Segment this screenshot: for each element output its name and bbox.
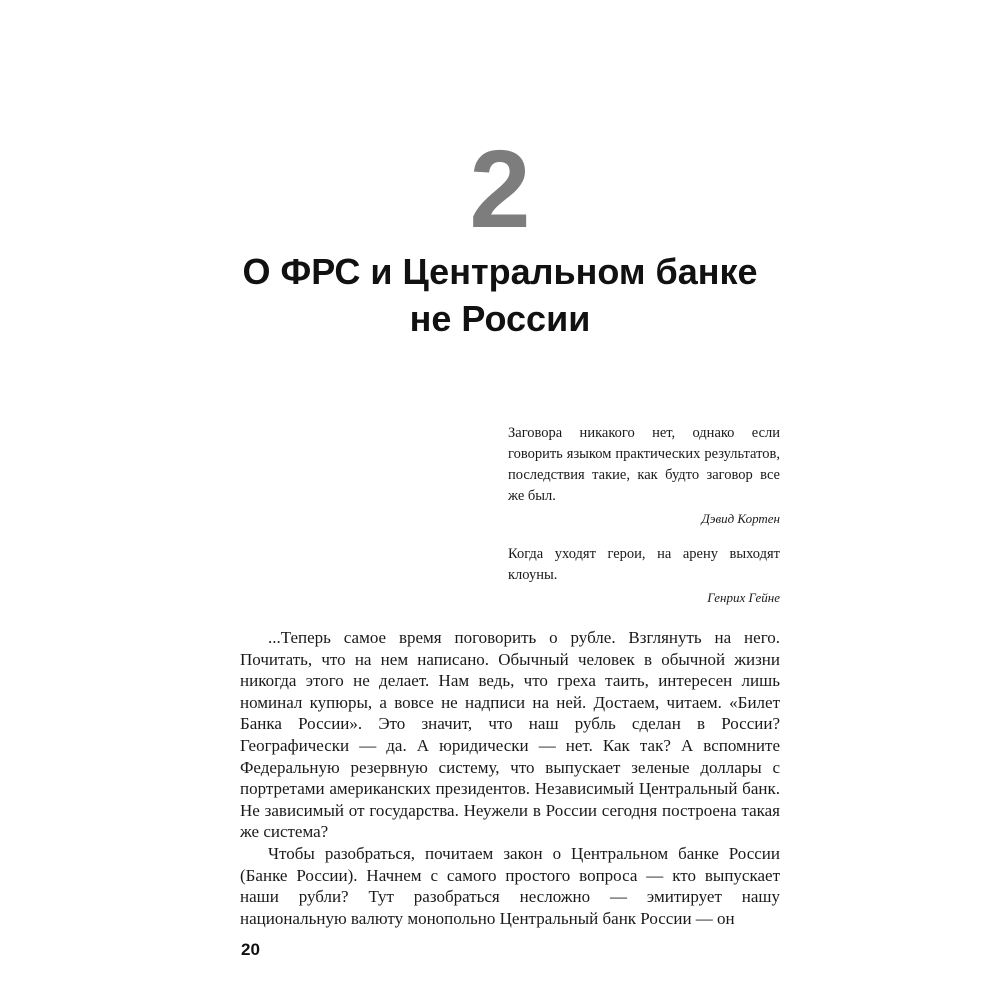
epigraph-author: Дэвид Кортен	[701, 511, 780, 526]
chapter-title	[0, 248, 1000, 342]
chapter-title-line-1: О ФРС и Центральном банке	[242, 251, 758, 292]
epigraph-2	[508, 544, 780, 607]
chapter-number: 2	[469, 128, 531, 251]
epigraph-1	[508, 423, 780, 528]
paragraph: ...Теперь самое время поговорить о рубле. Взглянуть на него. Почитать, что на нем написано. Обычный человек в обычной жизни никогда этого не делает. Нам ведь, что греха таить, интересен лишь номинал купюры, а вовсе не надписи на ней. Достаем, читаем. «Билет Банка России». Это значит, что наш рубль сделан в России? Географически — да. А юридически — нет. Как так? А вспомните Федеральную резервную систему, что выпускает зеленые доллары с портретами американских президентов. Независимый Центральный банк. Не зависимый от государства. Неужели в России сегодня построена такая же система?	[240, 628, 780, 842]
body-text	[240, 627, 780, 929]
epigraph-text: Заговора никакого нет, однако если говорить языком практических результатов, последствия такие, как будто заговор все же был.	[508, 425, 780, 504]
epigraph-text: Когда уходят герои, на арену выходят клоуны.	[508, 546, 780, 583]
paragraph: Чтобы разобраться, почитаем закон о Центральном банке России (Банке России). Начнем с самого простого вопроса — кто выпускает наши рубли? Тут разобраться несложно — эмитирует нашу национальную валюту монопольно Центральный банк России — он	[240, 843, 780, 928]
chapter-title-line-2: не России	[409, 298, 591, 339]
epigraph-author: Генрих Гейне	[707, 590, 780, 605]
page-number: 20	[241, 940, 260, 959]
